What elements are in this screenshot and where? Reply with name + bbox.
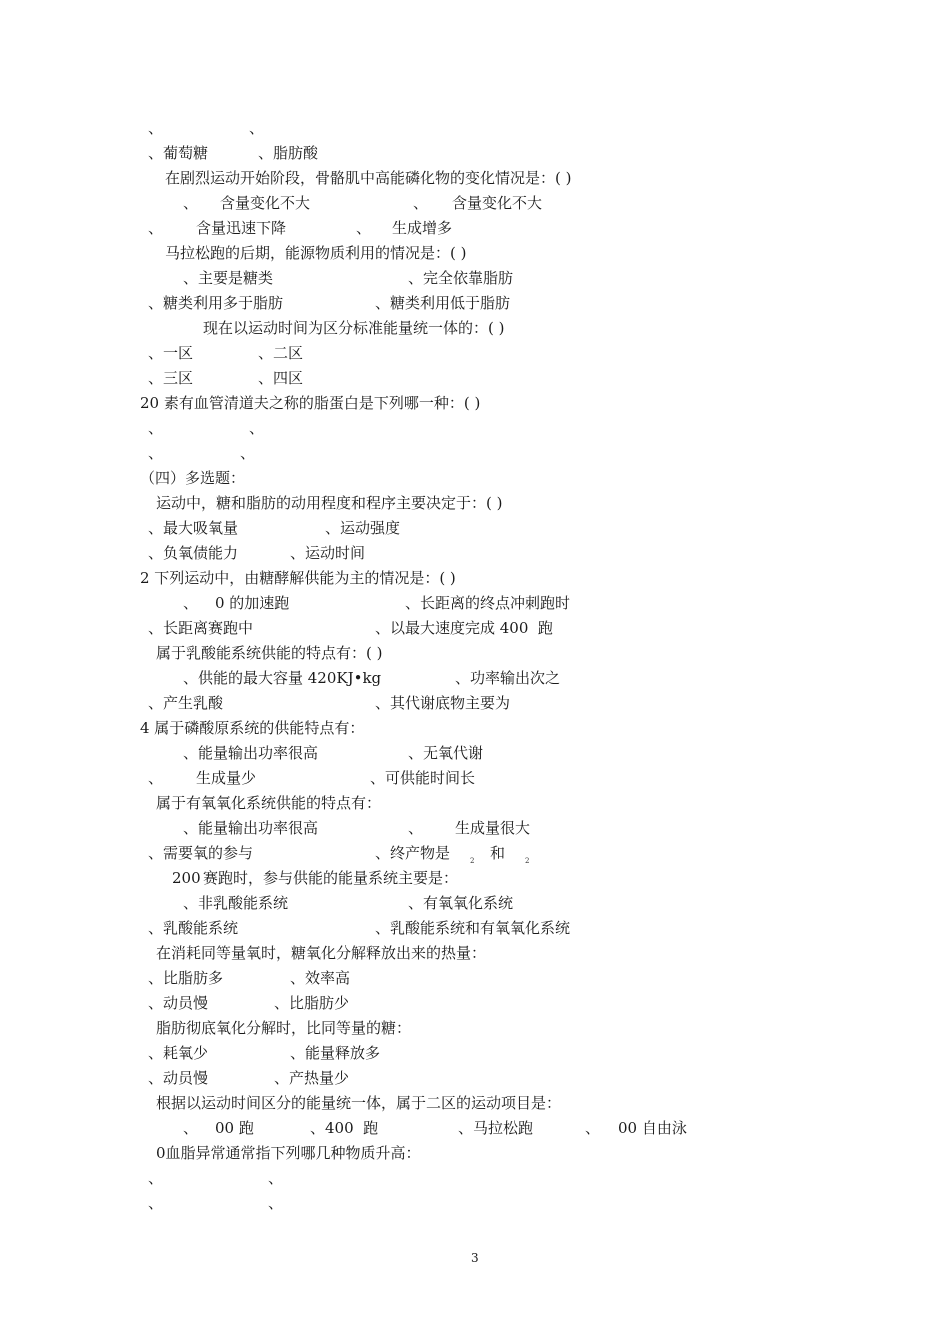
question-text: 在剧烈运动开始阶段，骨骼肌中高能磷化物的变化情况是：( ) bbox=[165, 169, 572, 187]
option-b: 、效率高 bbox=[290, 969, 351, 987]
question-text: 脂肪彻底氧化分解时，比同等量的糖： bbox=[156, 1019, 412, 1037]
option-b: 生成量很大 bbox=[455, 819, 531, 837]
option-c: 、乳酸能系统 bbox=[148, 919, 239, 937]
option-d: 、乳酸能系统和有氧氧化系统 bbox=[375, 919, 571, 937]
text-line: 、 bbox=[408, 819, 424, 837]
option-d: 生成增多 bbox=[392, 219, 453, 237]
text-line: 、 bbox=[148, 444, 164, 462]
text-line: 、 bbox=[240, 444, 256, 462]
option-c: 、马拉松跑 bbox=[458, 1119, 534, 1137]
text-line: 、 bbox=[585, 1119, 601, 1137]
page-number: 3 bbox=[471, 1251, 479, 1265]
text-line: 、 bbox=[148, 769, 164, 787]
question-text: 2 下列运动中，由糖酵解供能为主的情况是：( ) bbox=[140, 569, 456, 587]
option-d: 、以最大速度完成 400 跑 bbox=[375, 619, 553, 637]
text-line: 和 bbox=[490, 844, 506, 862]
option-a: 含量变化不大 bbox=[220, 194, 311, 212]
option-a: 、比脂肪多 bbox=[148, 969, 224, 987]
question-text: 4 属于磷酸原系统的供能特点有： bbox=[140, 719, 365, 737]
option-d: 、比脂肪少 bbox=[274, 994, 350, 1012]
option-b: 、能量释放多 bbox=[290, 1044, 381, 1062]
option-b: 、400 跑 bbox=[310, 1119, 379, 1137]
question-text: 运动中，糖和脂肪的动用程度和程序主要决定于：( ) bbox=[156, 494, 503, 512]
option-d: 00 自由泳 bbox=[618, 1119, 687, 1137]
option-c: 含量迅速下降 bbox=[196, 219, 287, 237]
option-c: 、产生乳酸 bbox=[148, 694, 224, 712]
question-text: 20 素有血管清道夫之称的脂蛋白是下列哪一种：( ) bbox=[140, 394, 481, 412]
option-a: 、耗氧少 bbox=[148, 1044, 209, 1062]
text-line: 、 bbox=[183, 594, 199, 612]
option-d: 、糖类利用低于脂肪 bbox=[375, 294, 511, 312]
option-c: 、需要氧的参与 bbox=[148, 844, 254, 862]
text-line: 、 bbox=[268, 1169, 284, 1187]
option-b: 、无氧代谢 bbox=[408, 744, 484, 762]
option-b: 、有氧氧化系统 bbox=[408, 894, 514, 912]
option-b: 含量变化不大 bbox=[452, 194, 543, 212]
option-d: 、四区 bbox=[258, 369, 304, 387]
option-b: 、长距离的终点冲刺跑时 bbox=[405, 594, 571, 612]
text-line: 、 bbox=[356, 219, 372, 237]
option-d: 、可供能时间长 bbox=[370, 769, 476, 787]
option-c: 、动员慢 bbox=[148, 994, 209, 1012]
subscript: 2 bbox=[470, 857, 475, 865]
option-c: 、动员慢 bbox=[148, 1069, 209, 1087]
question-text: 马拉松跑的后期，能源物质利用的情况是：( ) bbox=[165, 244, 467, 262]
question-text: 0血脂异常通常指下列哪几种物质升高： bbox=[156, 1144, 421, 1162]
question-text: 根据以运动时间区分的能量统一体，属于二区的运动项目是： bbox=[156, 1094, 562, 1112]
option-b: 、完全依靠脂肪 bbox=[408, 269, 514, 287]
option-c: 、糖类利用多于脂肪 bbox=[148, 294, 284, 312]
option-c: 、长距离赛跑中 bbox=[148, 619, 254, 637]
question-text: 属于乳酸能系统供能的特点有：( ) bbox=[156, 644, 383, 662]
option-a: 0 的加速跑 bbox=[215, 594, 290, 612]
option-a: 、供能的最大容量 420KJ•kg bbox=[183, 669, 382, 687]
text-line: 、 bbox=[148, 219, 164, 237]
text-line: 、 bbox=[183, 194, 199, 212]
option-a: 00 跑 bbox=[215, 1119, 254, 1137]
option-d: 、脂肪酸 bbox=[258, 144, 319, 162]
option-d: 、产热量少 bbox=[274, 1069, 350, 1087]
text-line: 、 bbox=[268, 1194, 284, 1212]
text-line: 、 bbox=[249, 119, 265, 137]
subscript: 2 bbox=[525, 857, 530, 865]
text-line: 、 bbox=[148, 1194, 164, 1212]
option-a: 、能量输出功率很高 bbox=[183, 819, 319, 837]
question-text: 赛跑时，参与供能的能量系统主要是： bbox=[203, 869, 459, 887]
option-c: 、葡萄糖 bbox=[148, 144, 209, 162]
question-text: 在消耗同等量氧时，糖氧化分解释放出来的热量： bbox=[156, 944, 487, 962]
option-b: 、功率输出次之 bbox=[455, 669, 561, 687]
question-text: 现在以运动时间为区分标准能量统一体的：( ) bbox=[203, 319, 505, 337]
option-a: 、主要是糖类 bbox=[183, 269, 274, 287]
text-line: 、 bbox=[413, 194, 429, 212]
option-c: 、三区 bbox=[148, 369, 194, 387]
text-line: 、 bbox=[148, 119, 164, 137]
option-d: 、终产物是 bbox=[375, 844, 451, 862]
section-heading: （四）多选题： bbox=[140, 469, 246, 487]
option-b: 、二区 bbox=[258, 344, 304, 362]
option-b: 、运动强度 bbox=[325, 519, 401, 537]
option-d: 、运动时间 bbox=[290, 544, 366, 562]
option-c: 生成量少 bbox=[196, 769, 257, 787]
option-a: 、一区 bbox=[148, 344, 194, 362]
text-line: 、 bbox=[148, 419, 164, 437]
text-line: 200 bbox=[172, 869, 201, 887]
option-c: 、负氧债能力 bbox=[148, 544, 239, 562]
option-a: 、能量输出功率很高 bbox=[183, 744, 319, 762]
option-d: 、其代谢底物主要为 bbox=[375, 694, 511, 712]
question-text: 属于有氧氧化系统供能的特点有： bbox=[156, 794, 382, 812]
option-a: 、非乳酸能系统 bbox=[183, 894, 289, 912]
option-a: 、最大吸氧量 bbox=[148, 519, 239, 537]
text-line: 、 bbox=[183, 1119, 199, 1137]
text-line: 、 bbox=[249, 419, 265, 437]
text-line: 、 bbox=[148, 1169, 164, 1187]
